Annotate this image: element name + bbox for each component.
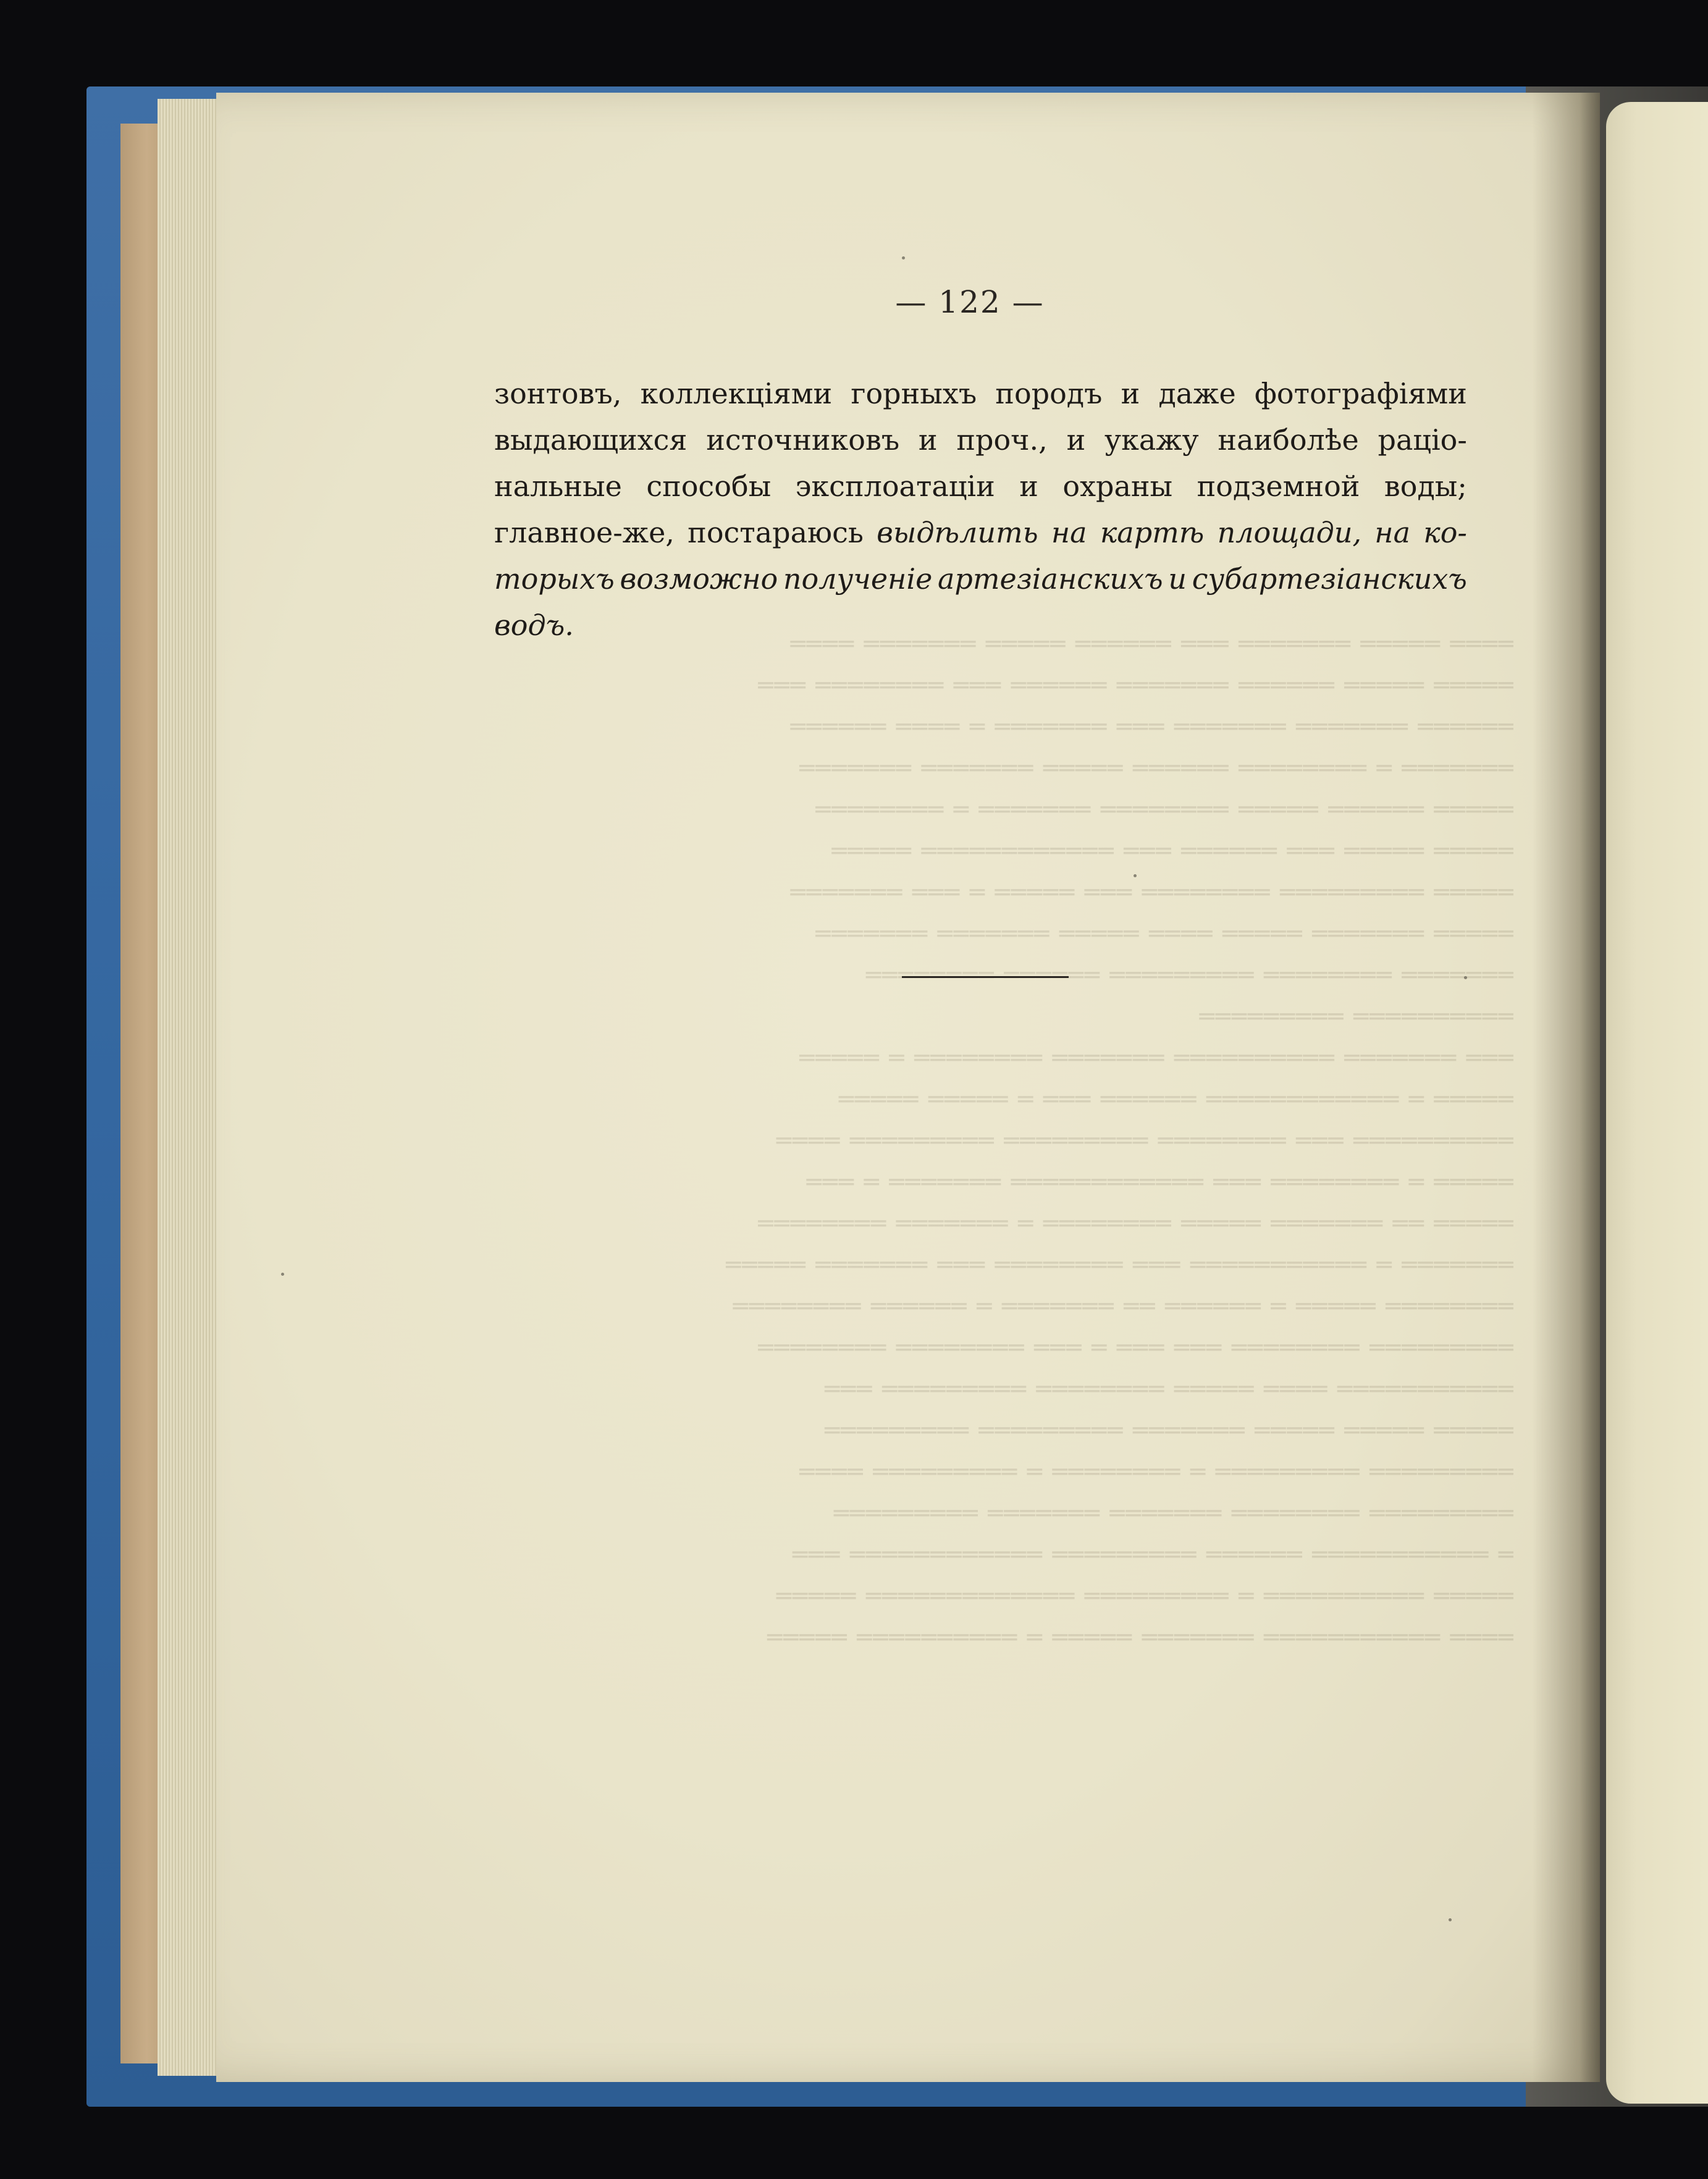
- word: источниковъ: [706, 423, 900, 457]
- paper-speck: [1134, 874, 1137, 877]
- word: проч.,: [956, 423, 1048, 457]
- word: породъ: [995, 377, 1103, 410]
- word: даже: [1158, 377, 1236, 410]
- word: подземной: [1197, 470, 1360, 503]
- word: полученіе: [783, 562, 933, 596]
- word: водъ.: [494, 609, 574, 642]
- word: раціо-: [1378, 423, 1467, 457]
- word: горныхъ: [851, 377, 977, 410]
- word: и: [918, 423, 938, 457]
- word: возможно: [620, 562, 778, 596]
- word: фотографіями: [1254, 377, 1467, 410]
- paper-speck: [902, 256, 905, 259]
- word: субартезіанскихъ: [1192, 562, 1467, 596]
- text-line: [494, 463, 1467, 510]
- word: постараюсь: [688, 516, 864, 549]
- word: укажу: [1104, 423, 1199, 457]
- body-text: [494, 371, 1467, 649]
- word: выдающихся: [494, 423, 688, 457]
- page-edges: [158, 99, 225, 2076]
- text-line: [494, 371, 1467, 417]
- word: площади,: [1217, 516, 1362, 549]
- word: и: [1121, 377, 1140, 410]
- word: и: [1066, 423, 1086, 457]
- word: коллекціями: [640, 377, 833, 410]
- text-line: [494, 417, 1467, 463]
- word: ко-: [1423, 516, 1467, 549]
- gutter-shadow: [1532, 93, 1600, 2082]
- paper-speck: [1464, 976, 1467, 979]
- word: картѣ: [1100, 516, 1205, 549]
- section-rule: [902, 976, 1069, 978]
- word: наиболѣе: [1218, 423, 1359, 457]
- word: артезіанскихъ: [938, 562, 1163, 596]
- word: зонтовъ,: [494, 377, 622, 410]
- word: воды;: [1384, 470, 1467, 503]
- word: охраны: [1062, 470, 1173, 503]
- paper-speck: [281, 1273, 284, 1276]
- word: нальные: [494, 470, 622, 503]
- facing-page-edge: [1606, 102, 1708, 2104]
- word: на: [1374, 516, 1411, 549]
- text-line: [494, 510, 1467, 556]
- paper-speck: [1449, 1918, 1452, 1921]
- text-line: [494, 556, 1467, 602]
- word: способы: [646, 470, 772, 503]
- word: выдѣлить: [877, 516, 1038, 549]
- text-line: [494, 602, 1467, 649]
- word: на: [1051, 516, 1087, 549]
- word: и: [1019, 470, 1038, 503]
- word: главное-же,: [494, 516, 675, 549]
- word: и: [1168, 562, 1187, 596]
- word: эксплоатаціи: [795, 470, 995, 503]
- word: торыхъ: [494, 562, 615, 596]
- page-number: — 122 —: [895, 284, 1045, 320]
